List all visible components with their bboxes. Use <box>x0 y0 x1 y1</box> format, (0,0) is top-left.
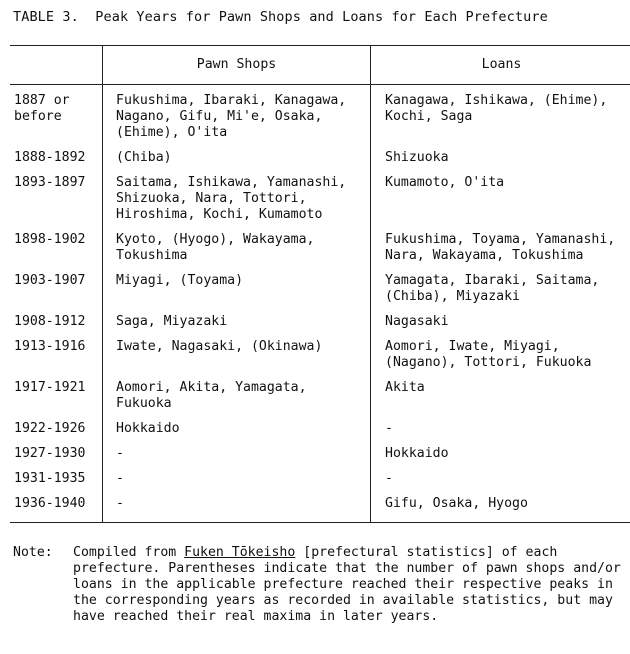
loans-cell: Aomori, Iwate, Miyagi, (Nagano), Tottori, Fukuoka <box>371 336 630 377</box>
pawn-shops-cell: Iwate, Nagasaki, (Okinawa) <box>103 336 371 377</box>
header-period <box>10 46 103 85</box>
period-cell: 1888-1892 <box>14 150 86 165</box>
loans-cell: Shizuoka <box>371 147 630 172</box>
note-text: [prefectural statistics] of each prefecture. Parentheses indicate that the number of pawn shops and/or loans in the applicable prefecture reached their respective peaks in the corresponding years as recorded in available statistics, but may have reached their real maxima in later years. <box>73 545 621 624</box>
period-cell: 1927-1930 <box>14 446 86 461</box>
period-cell: 1898-1902 <box>14 232 86 247</box>
note-prefix: Compiled from <box>73 545 185 560</box>
header-loans: Loans <box>371 46 630 85</box>
period-cell: 1887 or before <box>14 93 70 124</box>
loans-cell: - <box>371 468 630 493</box>
table-row <box>10 311 630 336</box>
period-cell: 1908-1912 <box>14 314 86 329</box>
pawn-shops-cell: Miyagi, (Toyama) <box>103 270 371 311</box>
table-title: TABLE 3. Peak Years for Pawn Shops and Loans for Each Prefecture <box>13 9 548 25</box>
table-row <box>10 493 630 523</box>
table-row <box>10 377 630 418</box>
table-row <box>10 85 630 148</box>
header-pawn-shops: Pawn Shops <box>103 46 371 85</box>
loans-cell: Akita <box>371 377 630 418</box>
period-cell: 1922-1926 <box>14 421 86 436</box>
table-row <box>10 270 630 311</box>
table-note <box>13 545 625 625</box>
pawn-shops-cell: Fukushima, Ibaraki, Kanagawa, Nagano, Gifu, Mi'e, Osaka, (Ehime), O'ita <box>103 85 371 148</box>
loans-cell: Fukushima, Toyama, Yamanashi, Nara, Wakayama, Tokushima <box>371 229 630 270</box>
table-row <box>10 418 630 443</box>
period-cell: 1931-1935 <box>14 471 86 486</box>
period-cell: 1913-1916 <box>14 339 86 354</box>
table-row <box>10 229 630 270</box>
loans-cell: Nagasaki <box>371 311 630 336</box>
pawn-shops-cell: (Chiba) <box>103 147 371 172</box>
table-row <box>10 172 630 229</box>
pawn-shops-cell: Saga, Miyazaki <box>103 311 371 336</box>
note-label: Note: <box>13 545 53 560</box>
table-row <box>10 147 630 172</box>
pawn-shops-cell: Kyoto, (Hyogo), Wakayama, Tokushima <box>103 229 371 270</box>
note-body <box>73 545 625 625</box>
period-cell: 1936-1940 <box>10 493 103 523</box>
period-cell: 1917-1921 <box>14 380 86 395</box>
table-header-row <box>10 46 630 85</box>
period-cell: 1893-1897 <box>14 175 86 190</box>
pawn-shops-cell: - <box>103 443 371 468</box>
pawn-shops-cell: Hokkaido <box>103 418 371 443</box>
pawn-shops-cell: - <box>103 468 371 493</box>
note-source-title: Fuken Tōkeisho <box>184 545 296 560</box>
loans-cell: Hokkaido <box>371 443 630 468</box>
loans-cell: Yamagata, Ibaraki, Saitama, (Chiba), Miyazaki <box>371 270 630 311</box>
loans-cell: - <box>371 418 630 443</box>
loans-cell: Kanagawa, Ishikawa, (Ehime), Kochi, Saga <box>371 85 630 148</box>
table-row <box>10 336 630 377</box>
peak-years-table <box>10 45 630 523</box>
table-row <box>10 443 630 468</box>
loans-cell: Kumamoto, O'ita <box>371 172 630 229</box>
pawn-shops-cell: - <box>103 493 371 523</box>
loans-cell: Gifu, Osaka, Hyogo <box>371 493 630 523</box>
pawn-shops-cell: Aomori, Akita, Yamagata, Fukuoka <box>103 377 371 418</box>
table-row <box>10 468 630 493</box>
period-cell: 1903-1907 <box>14 273 86 288</box>
pawn-shops-cell: Saitama, Ishikawa, Yamanashi, Shizuoka, Nara, Tottori, Hiroshima, Kochi, Kumamoto <box>103 172 371 229</box>
